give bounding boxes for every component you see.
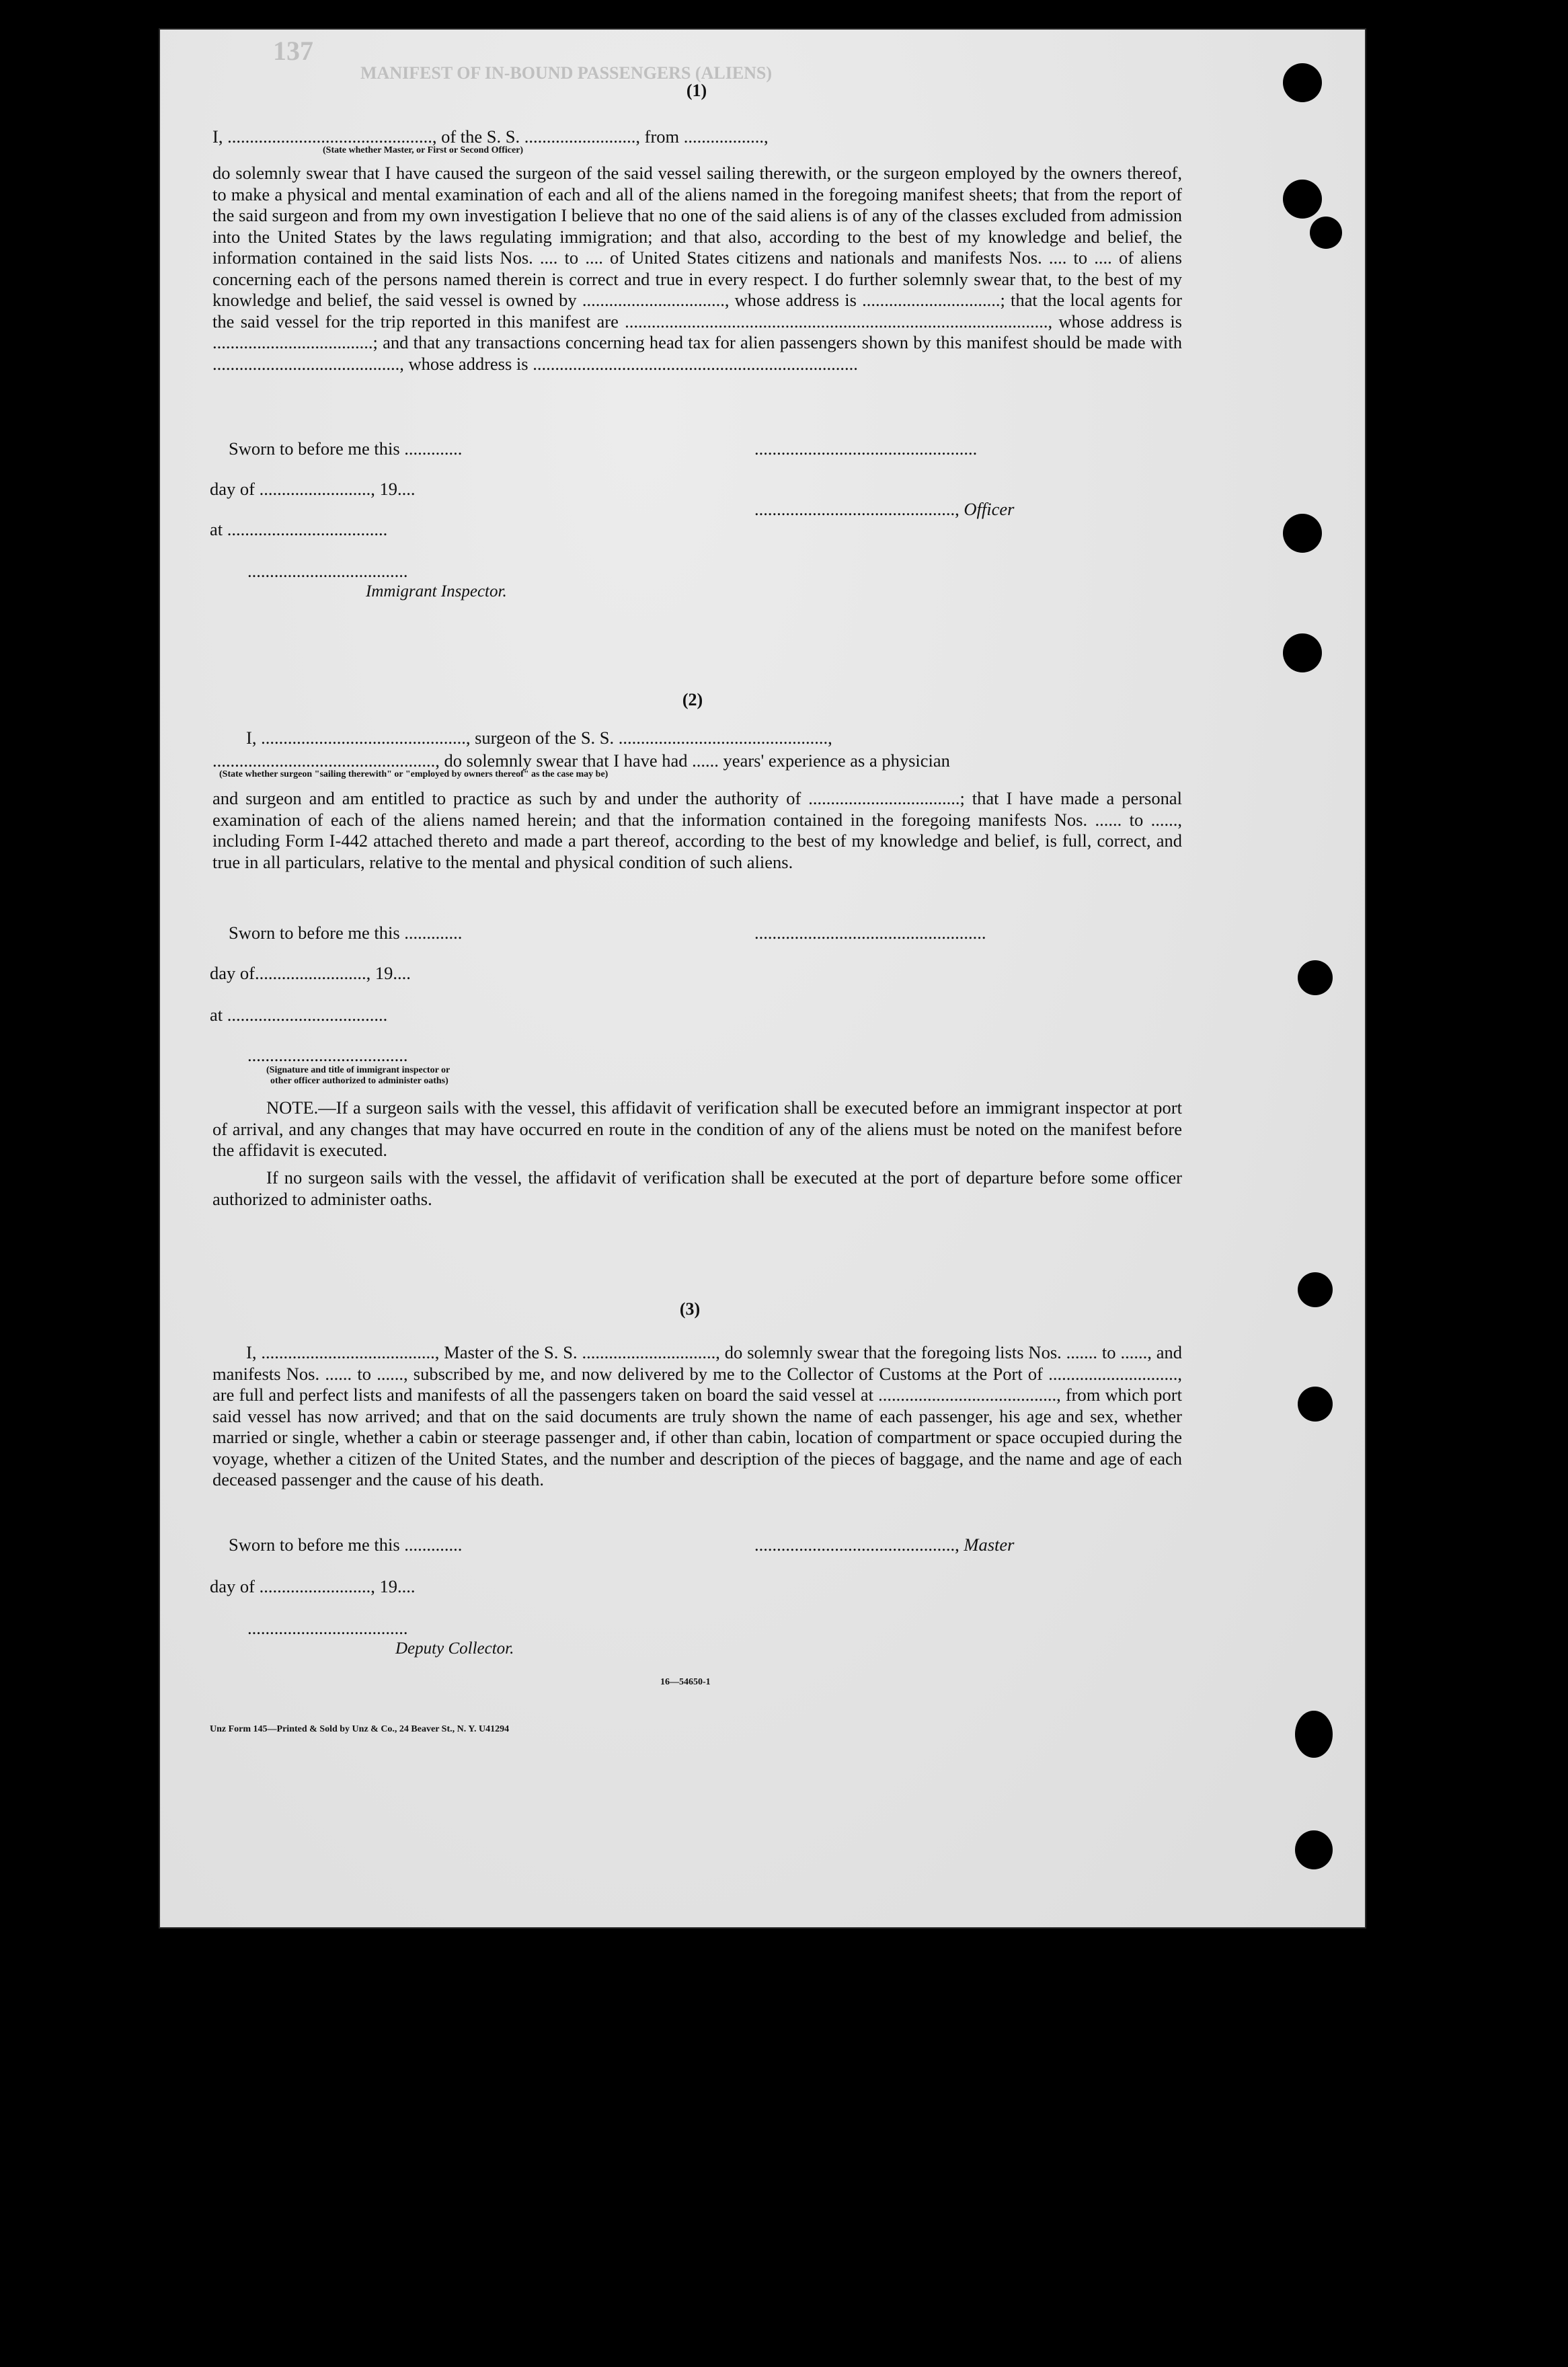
section-2-first-line: I, .............................................., surgeon of the S. S. ..............................................., xyxy=(246,728,832,748)
section-2-note-2: If no surgeon sails with the vessel, the affidavit of verification shall be executed at the port of departure before some officer authorized to administer oaths. xyxy=(212,1167,1182,1209)
section-3-sworn-line: Sworn to before me this ............. xyxy=(229,1535,463,1555)
section-3-collector-signature-line: .................................... xyxy=(247,1618,408,1638)
section-1-officer-signature-line: .................................................. xyxy=(754,438,978,459)
section-2-sworn-line: Sworn to before me this ............. xyxy=(229,923,463,943)
section-3-master-label: Master xyxy=(964,1535,1015,1555)
section-2-role-note: (State whether surgeon "sailing therewith" or "employed by owners thereof" as the case may be) xyxy=(219,769,609,779)
section-1-oath-text: do solemnly swear that I have caused the surgeon of the said vessel sailing therewith, or the surgeon employed by the owners thereof, to make a physical and mental examination of each and all of the aliens named in the foregoing manifest sheets; that from the report of the said surgeon and from my own investigation I believe that no one of the said aliens is of any of the classes excluded from admission into the United States by the laws regulating immigration; and that also, according to the best of my knowledge and belief, the information contained in the said lists Nos. .... to .... of United States citizens and nationals and manifests Nos. .... to .... of aliens concerning each of the persons named therein is correct and true in every respect. I do further solemnly swear that, to the best of my knowledge and belief, the said vessel is owned by ................................, whose address is ...............................; that the local agents for the said vessel for the trip reported in this manifest are ..............................................................................................., whose address is ....................................; and that any transactions concerning head tax for alien passengers shown by this manifest should be made with .........................................., whose address is ......................................................................... xyxy=(212,163,1182,374)
section-3-number: (3) xyxy=(679,1299,701,1319)
punch-hole xyxy=(1283,63,1322,102)
section-2-signatory-line: .................................... xyxy=(247,1045,408,1065)
section-3-master-dots: ............................................., xyxy=(754,1535,964,1555)
punch-hole xyxy=(1298,1272,1333,1307)
punch-hole xyxy=(1283,180,1322,219)
section-1-day-line: day of ........................., 19.... xyxy=(210,479,416,499)
section-2-signatory-note-1: (Signature and title of immigrant inspector or xyxy=(266,1065,450,1075)
section-1-role-note: (State whether Master, or First or Second Officer) xyxy=(323,145,524,155)
section-3-collector-label: Deputy Collector. xyxy=(395,1639,514,1658)
section-1-number: (1) xyxy=(686,81,707,100)
faint-header-text: MANIFEST OF IN-BOUND PASSENGERS (ALIENS) xyxy=(360,63,773,83)
section-2-number: (2) xyxy=(682,690,703,709)
punch-hole xyxy=(1298,1387,1333,1422)
section-2-signatory-note-2: other officer authorized to administer oaths) xyxy=(270,1076,448,1086)
section-2-note-1: NOTE.—If a surgeon sails with the vessel, this affidavit of verification shall be executed before an immigrant inspector at port of arrival, and any changes that may have occurred en route in the condition of any of the aliens must be noted on the manifest before the affidavit is executed. xyxy=(212,1097,1182,1160)
punch-hole xyxy=(1298,960,1333,995)
punch-hole xyxy=(1295,1830,1333,1869)
form-code: 16—54650-1 xyxy=(660,1677,711,1687)
section-1-officer-line xyxy=(754,499,1014,520)
page-mark: 137 xyxy=(273,36,313,66)
section-3-master-line xyxy=(754,1535,1014,1555)
section-1-sworn-line: Sworn to before me this ............. xyxy=(229,438,463,459)
punch-hole xyxy=(1295,1711,1333,1758)
section-2-signature-line: .................................................... xyxy=(754,923,986,943)
section-1-at-line: at .................................... xyxy=(210,519,388,539)
section-2-oath-text: and surgeon and am entitled to practice as such by and under the authority of ..................................; that I have made a personal examination of each of the aliens named herein; and that the information contained in the foregoing manifests Nos. ...... to ......, including Form I-442 attached thereto and made a part thereof, according to the best of my knowledge and belief, is full, correct, and true in all particulars, relative to the mental and physical condition of such aliens. xyxy=(212,788,1182,872)
section-2-at-line: at .................................... xyxy=(210,1005,388,1025)
punch-hole xyxy=(1310,217,1342,249)
section-1-officer-label: Officer xyxy=(964,499,1015,519)
section-3-day-line: day of ........................., 19.... xyxy=(210,1576,416,1596)
section-1-inspector-label: Immigrant Inspector. xyxy=(366,582,507,600)
punch-hole xyxy=(1283,633,1322,672)
printer-footer: Unz Form 145—Printed & Sold by Unz & Co., 24 Beaver St., N. Y. U41294 xyxy=(210,1724,510,1734)
section-3-oath-text: I, ......................................., Master of the S. S. .............................., do solemnly swear that the foregoing lists Nos. ....... to ......, and manifests Nos. ...... to ......, subscribed by me, and now delivered by me to the Collector of Customs at the Port of ............................., are full and perfect lists and manifests of all the passengers taken on board the said vessel at ........................................, from which port said vessel has now arrived; and that on the said documents are truly shown the name of each passenger, his age and sex, whether married or single, whether a cabin or steerage passenger and, if other than cabin, location of compartment or space occupied during the voyage, whether a citizen of the United States, and the number and description of the pieces of baggage, and the name and age of each deceased passenger and the cause of his death. xyxy=(212,1342,1182,1489)
section-1-officer-dots: ............................................., xyxy=(754,499,964,519)
section-1-first-line: I, .............................................., of the S. S. ........................., from .................., xyxy=(212,126,769,147)
section-2-second-line: .................................................., do solemnly swear that I have had ...... years' experience as a physician xyxy=(212,750,950,771)
manifest-back-page xyxy=(159,28,1366,1929)
section-2-day-line: day of........................., 19.... xyxy=(210,963,411,983)
section-1-inspector-signature-line: .................................... xyxy=(247,561,408,581)
punch-hole xyxy=(1283,514,1322,553)
